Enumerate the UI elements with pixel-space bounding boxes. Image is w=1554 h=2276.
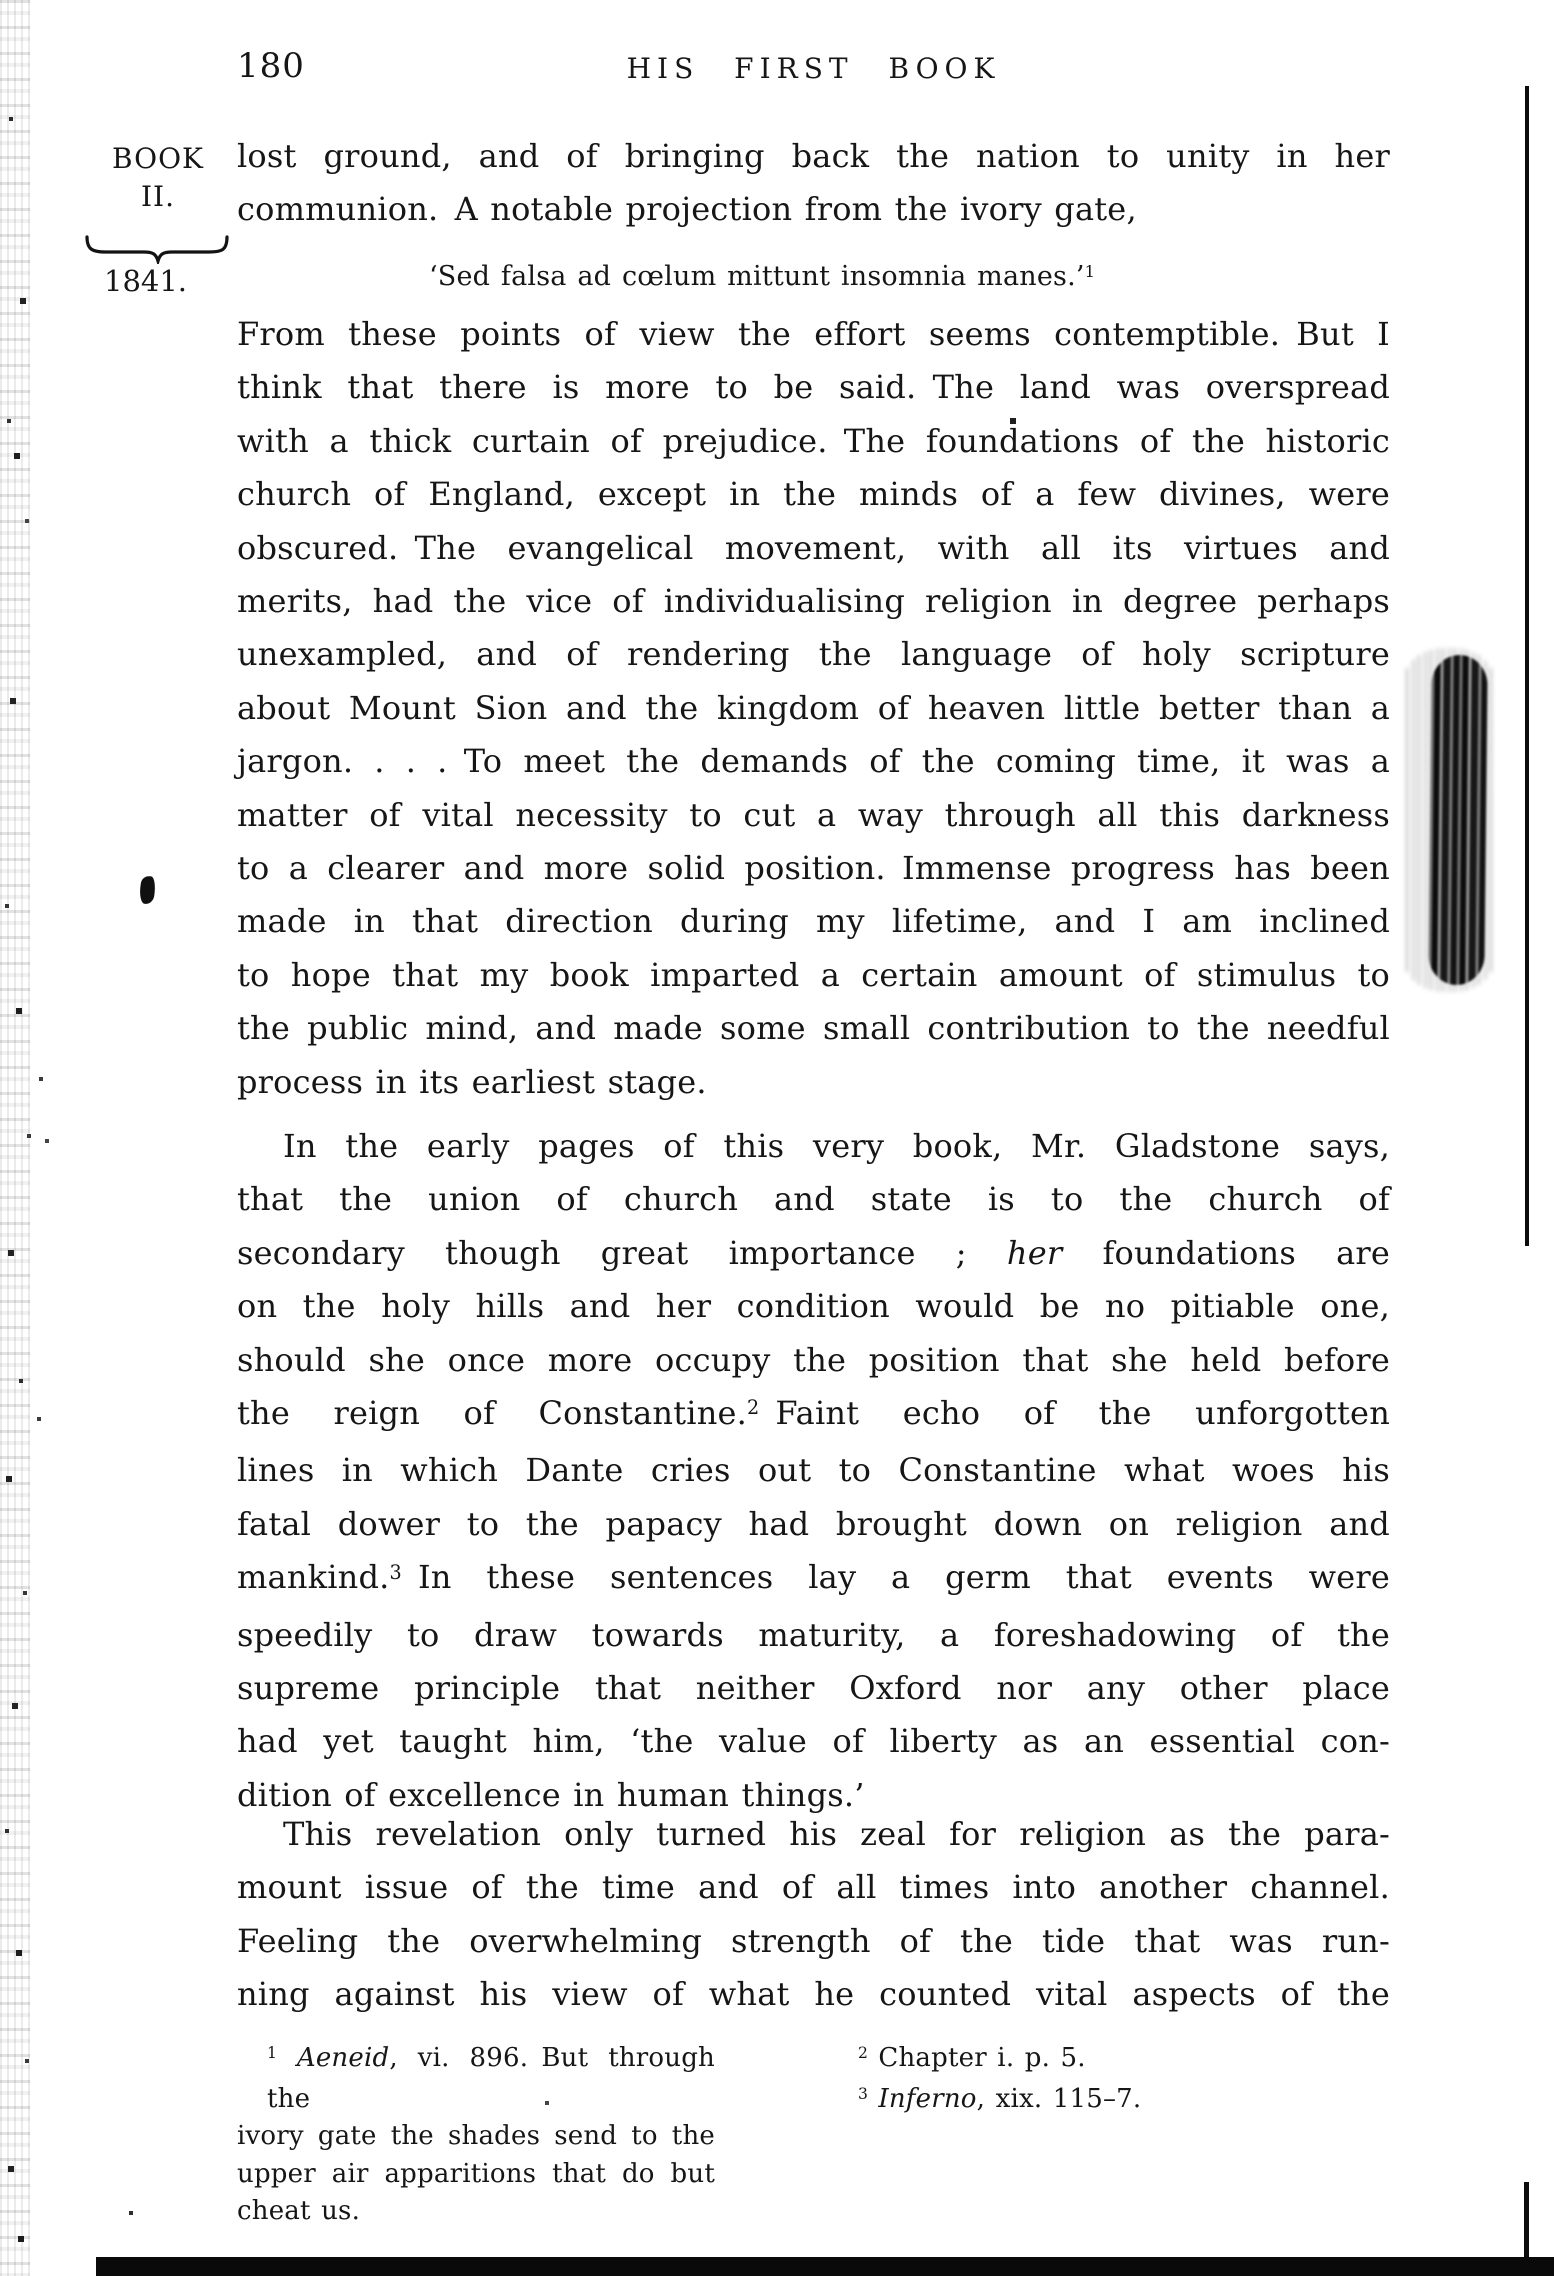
text-line: made in that direction during my lifetime, and I am inclined xyxy=(237,902,1390,941)
scan-speckles xyxy=(0,0,2,2)
text-line: should she once more occupy the position that she held before xyxy=(237,1340,1390,1379)
paragraph-opening xyxy=(237,130,1390,237)
text-line: This revelation only turned his zeal for religion as the para- xyxy=(283,1815,1390,1853)
text-line: jargon. . . . To meet the demands of the coming time, it was a xyxy=(237,742,1390,781)
text-line: unexampled, and of rendering the language of holy scripture xyxy=(237,635,1390,674)
scan-smudge-right xyxy=(1428,655,1487,986)
paragraph-fnleft xyxy=(237,2040,715,2231)
text-line: lost ground, and of bringing back the nation to unity in her xyxy=(237,137,1390,175)
text-line: to hope that my book imparted a certain amount of stimulus to xyxy=(237,955,1390,994)
text-line: the reign of Constantine.$^2$ Faint echo of the unforgotten xyxy=(237,1394,1390,1433)
text-line: $^3$ Inferno, xix. 115–7. xyxy=(858,2083,1142,2114)
text-line: mankind.$^3$ In these sentences lay a germ that events were xyxy=(237,1558,1390,1597)
paragraph-main1 xyxy=(237,308,1390,1109)
margin-book-line1: BOOK xyxy=(112,142,204,175)
text-line: From these points of view the effort seems contemptible. But I xyxy=(237,315,1390,353)
margin-brace-icon xyxy=(82,234,232,268)
text-line: Feeling the overwhelming strength of the tide that was run- xyxy=(237,1921,1390,1960)
paragraph-main2 xyxy=(237,1120,1390,1822)
ink-blot xyxy=(138,875,157,905)
text-line: upper air apparitions that do but xyxy=(237,2158,715,2189)
text-line: with a thick curtain of prejudice. The foundations of the historic xyxy=(237,421,1390,460)
scan-noise-left-edge xyxy=(0,0,30,2276)
text-line: church of England, except in the minds of a few divines, were xyxy=(237,475,1390,514)
text-line: had yet taught him, ‘the value of liberty as an essential con- xyxy=(237,1722,1390,1761)
margin-year: 1841. xyxy=(104,264,188,298)
text-line: on the holy hills and her condition would be no pitiable one, xyxy=(237,1287,1390,1326)
paragraph-fnright xyxy=(858,2040,1338,2121)
text-line: communion. A notable projection from the ivory gate, xyxy=(237,190,1137,229)
text-line: the public mind, and made some small contribution to the needful xyxy=(237,1009,1390,1048)
paragraph-quote xyxy=(237,256,1390,301)
bottom-scan-bar xyxy=(96,2257,1554,2276)
text-line: fatal dower to the papacy had brought down on religion and xyxy=(237,1504,1390,1543)
text-line: $^1$ Aeneid, vi. 896. But through the xyxy=(267,2043,715,2114)
text-line: In the early pages of this very book, Mr. Gladstone says, xyxy=(283,1127,1390,1165)
text-line: obscured. The evangelical movement, with all its virtues and xyxy=(237,528,1390,567)
text-line: matter of vital necessity to cut a way through all this darkness xyxy=(237,795,1390,834)
page-edge-line-upper xyxy=(1525,86,1529,1246)
text-line: lines in which Dante cries out to Constantine what woes his xyxy=(237,1451,1390,1490)
paragraph-main3 xyxy=(237,1808,1390,2022)
text-line: $^2$ Chapter i. p. 5. xyxy=(858,2043,1086,2073)
running-header: HIS FIRST BOOK xyxy=(626,52,1001,85)
text-line: merits, had the vice of individualising religion in degree perhaps xyxy=(237,582,1390,621)
text-line: that the union of church and state is to the church of xyxy=(237,1180,1390,1219)
page-number: 180 xyxy=(237,46,305,86)
text-line: think that there is more to be said. The land was overspread xyxy=(237,368,1390,407)
text-line: about Mount Sion and the kingdom of heaven little better than a xyxy=(237,688,1390,727)
text-line: mount issue of the time and of all times into another channel. xyxy=(237,1868,1390,1907)
text-line: process in its earliest stage. xyxy=(237,1062,707,1101)
margin-book-label xyxy=(84,140,232,216)
text-line: ning against his view of what he counted vital aspects of the xyxy=(237,1975,1390,2014)
margin-book-line2: II. xyxy=(140,180,176,213)
text-line: secondary though great importance ; her foundations are xyxy=(237,1233,1391,1272)
text-line: ivory gate the shades send to the xyxy=(237,2121,715,2151)
text-line: ‘Sed falsa ad cœlum mittunt insomnia manes.’$^1$ xyxy=(429,261,1095,292)
text-line: speedily to draw towards maturity, a foreshadowing of the xyxy=(237,1615,1390,1654)
text-line: supreme principle that neither Oxford nor any other place xyxy=(237,1669,1390,1708)
text-line: to a clearer and more solid position. Immense progress has been xyxy=(237,849,1390,888)
text-line: dition of excellence in human things.’ xyxy=(237,1775,865,1814)
text-line: cheat us. xyxy=(237,2196,361,2226)
